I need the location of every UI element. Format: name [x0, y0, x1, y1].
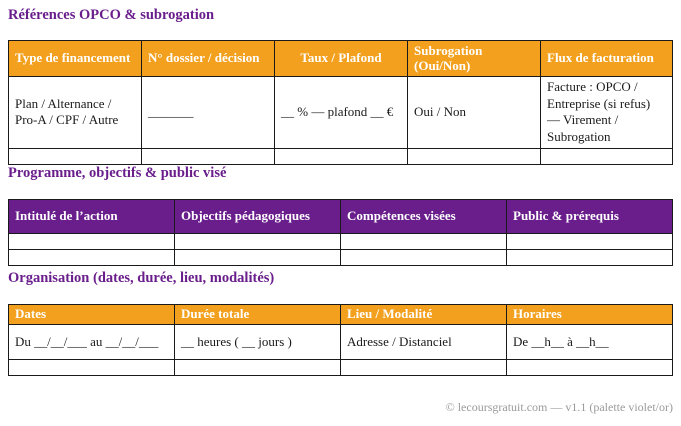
opco-table	[8, 40, 673, 165]
programme-table	[8, 199, 673, 266]
table-cell: Facture : OPCO / Entreprise (si refus) — Virement / Subrogation	[541, 77, 673, 149]
table-cell: _______	[142, 77, 275, 149]
table-cell	[175, 359, 341, 375]
column-header-horaires: Horaires	[507, 305, 673, 325]
table-row-empty	[9, 359, 673, 375]
column-header-lieu: Lieu / Modalité	[341, 305, 507, 325]
table-cell	[341, 234, 507, 250]
table-row-empty	[9, 148, 673, 164]
table-cell	[275, 148, 408, 164]
table-cell	[507, 250, 673, 266]
table-cell	[341, 359, 507, 375]
column-header-dates: Dates	[9, 305, 175, 325]
table-cell: De __h__ à __h__	[507, 324, 673, 359]
table-cell: __ % — plafond __ €	[275, 77, 408, 149]
column-header-numero-dossier: N° dossier / décision	[142, 41, 275, 77]
table-cell	[408, 148, 541, 164]
table-cell	[175, 234, 341, 250]
table-row	[9, 324, 673, 359]
table-cell	[175, 250, 341, 266]
table-header-row	[9, 200, 673, 234]
table-cell	[9, 359, 175, 375]
column-header-duree: Durée totale	[175, 305, 341, 325]
column-header-objectifs: Objectifs pédagogiques	[175, 200, 341, 234]
column-header-public: Public & prérequis	[507, 200, 673, 234]
section-title-organisation: Organisation (dates, durée, lieu, modalités)	[8, 270, 275, 286]
column-header-type-financement: Type de financement	[9, 41, 142, 77]
table-row-empty	[9, 234, 673, 250]
column-header-taux-plafond: Taux / Plafond	[275, 41, 408, 77]
column-header-intitule: Intitulé de l’action	[9, 200, 175, 234]
section-title-opco: Références OPCO & subrogation	[8, 7, 215, 23]
table-cell	[541, 148, 673, 164]
table-cell: Adresse / Distanciel	[341, 324, 507, 359]
table-cell	[341, 250, 507, 266]
table-header-row	[9, 41, 673, 77]
table-header-row	[9, 305, 673, 325]
table-cell	[507, 359, 673, 375]
table-row	[9, 77, 673, 149]
footer-credit: © lecoursgratuit.com — v1.1 (palette violet/or)	[445, 400, 673, 414]
column-header-subrogation: Subrogation (Oui/Non)	[408, 41, 541, 77]
table-cell: Du __/__/___ au __/__/___	[9, 324, 175, 359]
table-cell: __ heures ( __ jours )	[175, 324, 341, 359]
table-cell	[142, 148, 275, 164]
table-row-empty	[9, 250, 673, 266]
organisation-table	[8, 304, 673, 376]
table-cell: Plan / Alternance / Pro-A / CPF / Autre	[9, 77, 142, 149]
table-cell: Oui / Non	[408, 77, 541, 149]
column-header-flux-facturation: Flux de facturation	[541, 41, 673, 77]
section-title-programme: Programme, objectifs & public visé	[8, 165, 227, 181]
table-cell	[507, 234, 673, 250]
table-cell	[9, 250, 175, 266]
column-header-competences: Compétences visées	[341, 200, 507, 234]
table-cell	[9, 234, 175, 250]
table-cell	[9, 148, 142, 164]
